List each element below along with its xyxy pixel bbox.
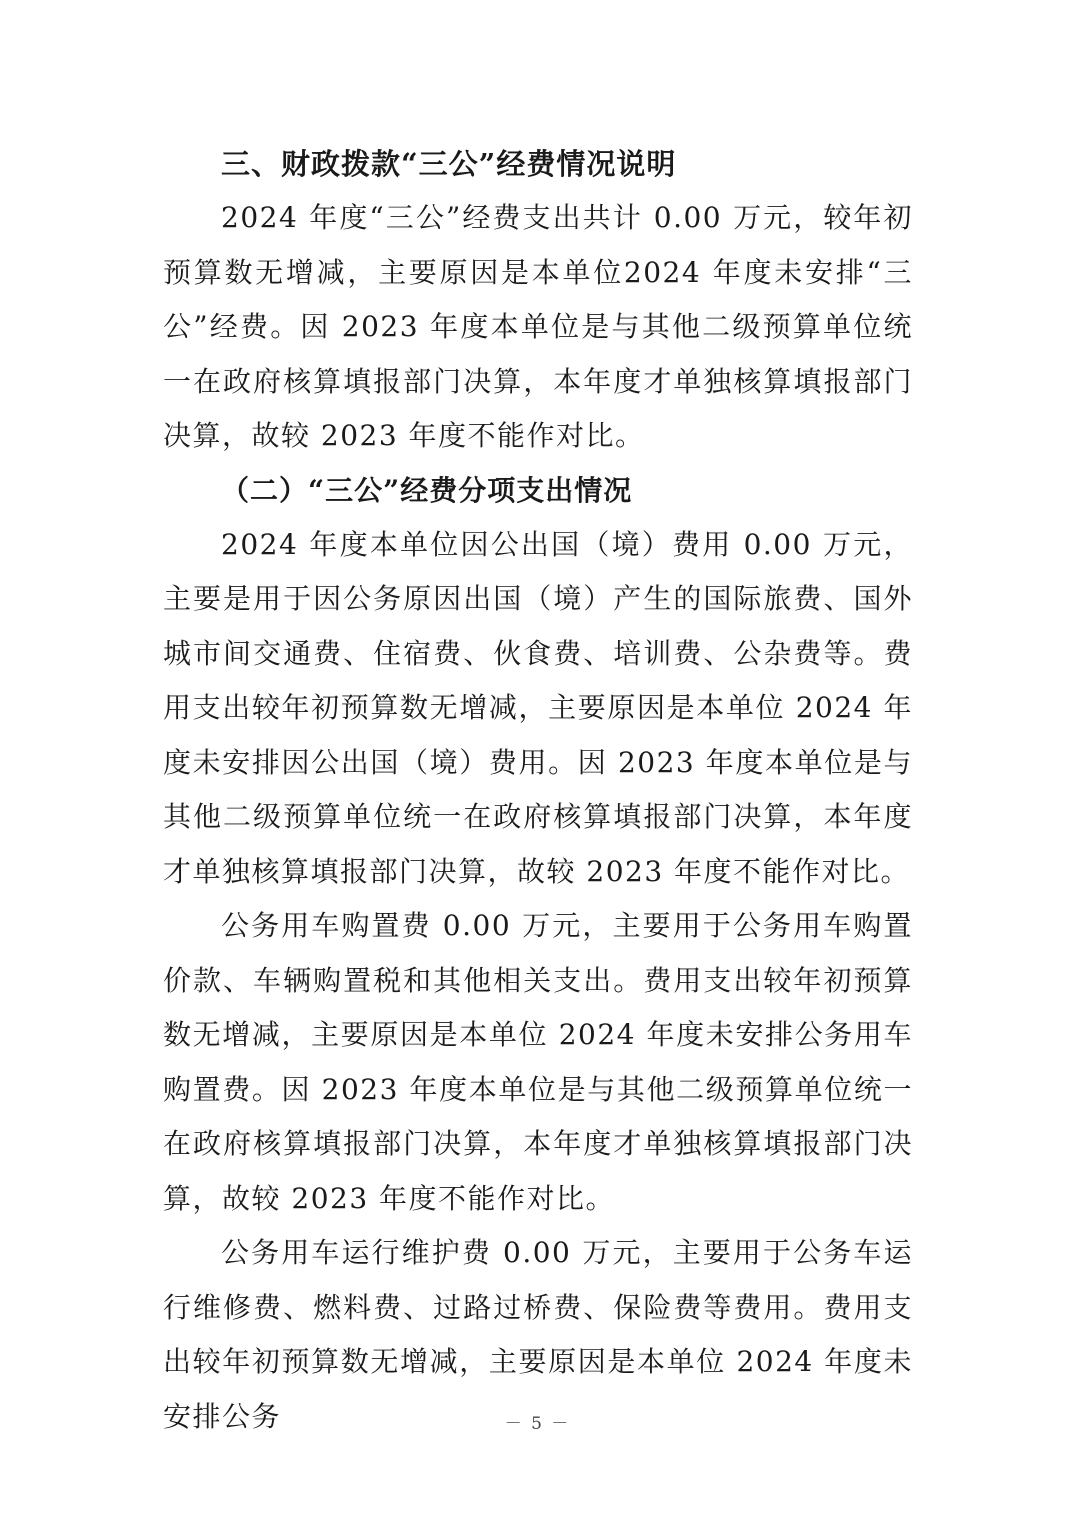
document-body [163,137,913,1444]
paragraph-vehicle-purchase: 公务用车购置费 0.00 万元，主要用于公务用车购置价款、车辆购置税和其他相关支出。费用支出较年初预算数无增减，主要原因是本单位 2024 年度未安排公务用车购置费。因 2023 年度本单位是与其他二级预算单位统一在政府核算填报部门决算，本年度才单独核算填报部门决算，故较 2023 年度不能作对比。 [163,909,913,1215]
paragraph-vehicle-operation: 公务用车运行维护费 0.00 万元，主要用于公务车运行维修费、燃料费、过路过桥费、保险费等费用。费用支出较年初预算数无增减，主要原因是本单位 2024 年度未安排公务 [163,1236,913,1433]
page-number: － 5 － [504,1414,571,1434]
subsection-heading: （二）“三公”经费分项支出情况 [221,473,633,507]
paragraph-overseas-travel: 2024 年度本单位因公出国（境）费用 0.00 万元，主要是用于因公务原因出国（境）产生的国际旅费、国外城市间交通费、住宿费、伙食费、培训费、公杂费等。费用支出较年初预算数无增减，主要原因是本单位 2024 年度未安排因公出国（境）费用。因 2023 年度本单位是与其他二级预算单位统一在政府核算填报部门决算，本年度才单独核算填报部门决算，故较 2023 年度不能作对比。 [163,527,913,888]
paragraph-total-expenditure: 2024 年度“三公”经费支出共计 0.00 万元，较年初预算数无增减，主要原因是本单位2024 年度未安排“三公”经费。因 2023 年度本单位是与其他二级预算单位统一在政府核算填报部门决算，本年度才单独核算填报部门决算，故较 2023 年度不能作对比。 [163,201,913,452]
section-heading: 三、财政拨款“三公”经费情况说明 [221,147,677,181]
